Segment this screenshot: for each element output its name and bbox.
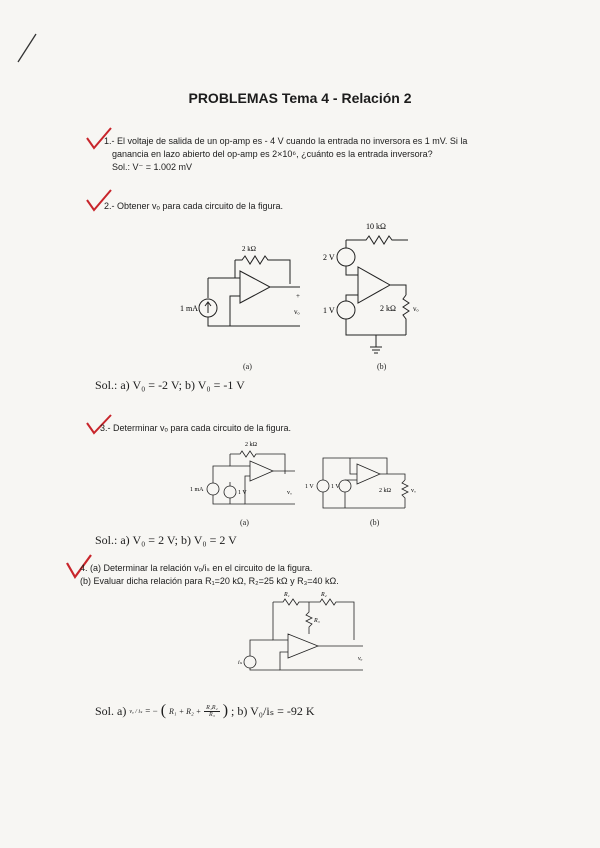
problem-2-line1: - Obtener vₒ para cada circuito de la figura. <box>111 201 283 211</box>
problem-4-number: 4. <box>80 563 88 573</box>
problem-2-number: 2. <box>104 201 112 211</box>
opamp <box>240 271 270 303</box>
load-label: 2 kΩ <box>380 304 396 313</box>
source-bottom-label: 1 V <box>323 306 335 315</box>
source1-label: 1 mA <box>190 487 204 493</box>
circuit-2a <box>180 236 310 336</box>
resistor-label: 2 kΩ <box>245 442 257 448</box>
current-source <box>207 483 219 495</box>
caption-2a: (a) <box>243 362 252 371</box>
fraction-denominator: R₃ <box>209 711 215 718</box>
solution-prefix: Sol. a) <box>95 703 127 718</box>
voltage-source <box>224 486 236 498</box>
problem-1-line1: - El voltaje de salida de un op-amp es - 4 V cuando la entrada no inversora es 1 mV. Si la <box>111 136 468 146</box>
caption-3a: (a) <box>240 518 249 527</box>
solution-fraction <box>204 705 220 718</box>
r2-label: R₂ <box>321 592 327 598</box>
current-source <box>244 656 256 668</box>
source-label: iₛ <box>238 660 242 666</box>
problem-1-solution: Sol.: V⁻ = 1.002 mV <box>112 162 193 172</box>
problem-1-text-1 <box>104 135 467 148</box>
problem-4-solution: Sol. a) vₒ / iₛ = − ( R₁ + R₂ + $\frac{\text{R₁R₂}}{\text{R₃}}$ ) ; b) V₀/iₛ = -92 K <box>95 702 315 719</box>
solution-sum: R₁ + R₂ + <box>169 706 202 716</box>
resistor-10k <box>346 236 408 244</box>
solution-eq: = − <box>145 706 158 716</box>
problem-4-line2: (b) Evaluar dicha relación para R₁=20 kΩ, R₂=25 kΩ y R₃=40 kΩ. <box>80 576 339 586</box>
load-label: 2 kΩ <box>379 488 391 494</box>
circuit-3a <box>185 436 305 516</box>
resistor-2k <box>235 256 290 284</box>
problem-3-text <box>100 422 291 435</box>
svg-text:+: + <box>296 292 300 300</box>
opamp <box>250 461 273 481</box>
source-label: 1 mA <box>180 304 198 313</box>
solution-lhs: vₒ / iₛ <box>129 708 143 715</box>
opamp <box>288 634 318 658</box>
problem-4-text-1 <box>80 562 312 575</box>
circuit-4 <box>228 588 388 676</box>
circuit-2b <box>318 215 428 360</box>
source2-label: 1 V <box>331 484 340 490</box>
output-label: vₒ <box>413 305 419 313</box>
resistor-2k-load <box>402 480 408 508</box>
source2-label: 1 V <box>238 490 247 496</box>
source-top-label: 2 V <box>323 253 335 262</box>
voltage-source-2 <box>339 480 351 492</box>
resistor-2k-load <box>403 295 409 335</box>
problem-1-number: 1. <box>104 136 112 146</box>
problem-2-text <box>104 200 283 213</box>
page-title: PROBLEMAS Tema 4 - Relación 2 <box>188 90 412 106</box>
r1-label: R₁ <box>284 592 290 598</box>
source1-label: 1 V <box>305 484 314 490</box>
resistor-label: 2 kΩ <box>242 245 256 253</box>
opamp <box>358 267 390 303</box>
resistor-label: 10 kΩ <box>366 222 386 231</box>
opamp <box>357 464 380 484</box>
circuit-3b <box>305 446 425 521</box>
output-label: vₒ <box>287 490 292 496</box>
problem-1-line2: ganancia en lazo abierto del op-amp es 2×10⁶, ¿cuánto es la entrada inversora? <box>112 149 433 159</box>
problem-3-solution: Sol.: a) V₀ = 2 V; b) V₀ = 2 V <box>95 533 237 547</box>
output-label: vₒ <box>358 656 363 662</box>
voltage-source-2v <box>337 248 355 266</box>
solution-suffix: ; b) V₀/iₛ = -92 K <box>231 703 315 718</box>
r3-label: R₃ <box>314 618 320 624</box>
pen-stroke <box>0 0 60 80</box>
output-label: vₒ <box>411 488 416 494</box>
problem-3-line1: - Determinar vₒ para cada circuito de la figura. <box>107 423 291 433</box>
problem-2-solution: Sol.: a) V₀ = -2 V; b) V₀ = -1 V <box>95 378 245 392</box>
voltage-source-1v <box>337 301 355 319</box>
voltage-source-1 <box>317 480 329 492</box>
fraction-numerator: R₁R₂ <box>206 704 218 711</box>
caption-2b: (b) <box>377 362 387 371</box>
resistor-2k <box>230 451 285 474</box>
problem-3-number: 3. <box>100 423 108 433</box>
output-label: vₒ <box>294 308 300 316</box>
caption-3b: (b) <box>370 518 380 527</box>
problem-4-line1: (a) Determinar la relación vₒ/iₛ en el circuito de la figura. <box>90 563 313 573</box>
